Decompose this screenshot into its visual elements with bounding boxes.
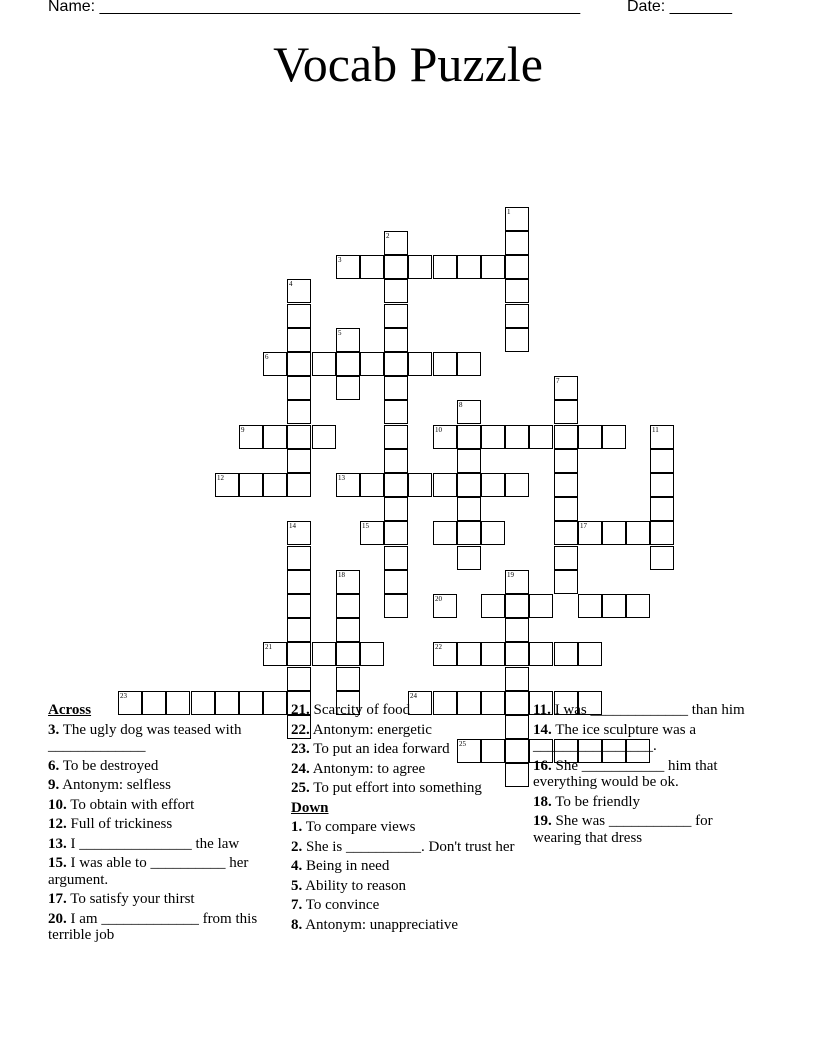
grid-cell[interactable] bbox=[287, 328, 311, 352]
grid-cell[interactable] bbox=[578, 521, 602, 545]
grid-cell[interactable] bbox=[384, 231, 408, 255]
clue-across-22: 22. Antonym: energetic bbox=[291, 721, 432, 738]
cell-number: 25 bbox=[459, 740, 466, 748]
grid-cell[interactable] bbox=[578, 642, 602, 666]
cell-number: 14 bbox=[289, 522, 296, 530]
clue-down-5: 5. Ability to reason bbox=[291, 877, 407, 894]
grid-cell[interactable] bbox=[554, 425, 578, 449]
clue-across-23: 23. To put an idea forward bbox=[291, 741, 450, 757]
cell-number: 15 bbox=[362, 522, 369, 530]
clues-column-2 bbox=[291, 702, 516, 936]
grid-cell[interactable] bbox=[505, 642, 529, 666]
clues-column-3 bbox=[533, 702, 748, 849]
grid-cell[interactable] bbox=[312, 642, 336, 666]
clue-down-11: 11. I was _____________ than him bbox=[533, 702, 745, 718]
clue-down-2: 2. She is __________. Don't trust her bbox=[291, 838, 515, 855]
cell-number: 17 bbox=[580, 522, 587, 530]
grid-cell[interactable] bbox=[650, 473, 674, 497]
cell-number: 18 bbox=[338, 571, 345, 579]
cell-number: 5 bbox=[338, 329, 342, 337]
grid-cell[interactable] bbox=[602, 425, 626, 449]
across-heading: Across bbox=[48, 702, 92, 718]
grid-cell[interactable] bbox=[529, 642, 553, 666]
grid-cell[interactable] bbox=[554, 546, 578, 570]
down-heading: Down bbox=[291, 799, 329, 816]
clue-down-16: 16. She ___________ him that everything would be ok. bbox=[533, 757, 718, 790]
grid-cell[interactable] bbox=[481, 642, 505, 666]
grid-cell[interactable] bbox=[336, 594, 360, 618]
date-field-label: Date: _______ bbox=[627, 0, 732, 15]
cell-number: 13 bbox=[338, 474, 345, 482]
clue-across-24: 24. Antonym: to agree bbox=[291, 760, 426, 777]
grid-cell[interactable] bbox=[287, 521, 311, 545]
grid-cell[interactable] bbox=[650, 449, 674, 473]
grid-cell[interactable] bbox=[384, 304, 408, 328]
grid-cell[interactable] bbox=[384, 570, 408, 594]
grid-cell[interactable] bbox=[336, 667, 360, 691]
cell-number: 19 bbox=[507, 571, 514, 579]
grid-cell[interactable] bbox=[457, 400, 481, 424]
clue-down-7: 7. To convince bbox=[291, 897, 380, 913]
grid-cell[interactable] bbox=[457, 497, 481, 521]
grid-cell[interactable] bbox=[287, 594, 311, 618]
grid-cell[interactable] bbox=[384, 473, 408, 497]
name-field-label: Name: ______________________________________________________ bbox=[48, 0, 581, 15]
grid-cell[interactable] bbox=[287, 352, 311, 376]
grid-cell[interactable] bbox=[263, 642, 287, 666]
grid-cell[interactable] bbox=[384, 328, 408, 352]
grid-cell[interactable] bbox=[263, 352, 287, 376]
grid-cell[interactable] bbox=[650, 546, 674, 570]
grid-cell[interactable] bbox=[650, 425, 674, 449]
cell-number: 24 bbox=[410, 692, 417, 700]
grid-cell[interactable] bbox=[336, 328, 360, 352]
cell-number: 6 bbox=[265, 353, 269, 361]
cell-number: 9 bbox=[241, 426, 245, 434]
clue-down-4: 4. Being in need bbox=[291, 858, 390, 874]
grid-cell[interactable] bbox=[360, 642, 384, 666]
grid-cell[interactable] bbox=[433, 642, 457, 666]
grid-cell[interactable] bbox=[384, 400, 408, 424]
grid-cell[interactable] bbox=[287, 642, 311, 666]
grid-cell[interactable] bbox=[481, 425, 505, 449]
page-title: Vocab Puzzle bbox=[273, 36, 543, 92]
clue-across-20: 20. I am _____________ from this terrible job bbox=[48, 910, 258, 943]
grid-cell[interactable] bbox=[336, 376, 360, 400]
grid-cell[interactable] bbox=[505, 473, 529, 497]
grid-cell[interactable] bbox=[457, 449, 481, 473]
grid-cell[interactable] bbox=[360, 352, 384, 376]
grid-cell[interactable] bbox=[287, 618, 311, 642]
grid-cell[interactable] bbox=[384, 449, 408, 473]
grid-cell[interactable] bbox=[505, 207, 529, 231]
grid-cell[interactable] bbox=[505, 279, 529, 303]
clue-across-6: 6. To be destroyed bbox=[48, 757, 159, 774]
grid-cell[interactable] bbox=[287, 473, 311, 497]
grid-cell[interactable] bbox=[626, 594, 650, 618]
grid-cell[interactable] bbox=[384, 376, 408, 400]
grid-cell[interactable] bbox=[457, 521, 481, 545]
grid-cell[interactable] bbox=[287, 279, 311, 303]
grid-cell[interactable] bbox=[336, 352, 360, 376]
grid-cell[interactable] bbox=[287, 449, 311, 473]
grid-cell[interactable] bbox=[360, 473, 384, 497]
grid-cell[interactable] bbox=[336, 642, 360, 666]
grid-cell[interactable] bbox=[433, 521, 457, 545]
grid-cell[interactable] bbox=[481, 521, 505, 545]
grid-cell[interactable] bbox=[384, 255, 408, 279]
clue-down-19: 19. She was ___________ for wearing that dress bbox=[533, 813, 713, 846]
cell-number: 7 bbox=[556, 377, 560, 385]
grid-cell[interactable] bbox=[384, 546, 408, 570]
grid-cell[interactable] bbox=[408, 352, 432, 376]
grid-cell[interactable] bbox=[457, 642, 481, 666]
grid-cell[interactable] bbox=[408, 473, 432, 497]
grid-cell[interactable] bbox=[481, 473, 505, 497]
grid-cell[interactable] bbox=[529, 594, 553, 618]
grid-cell[interactable] bbox=[626, 521, 650, 545]
grid-cell[interactable] bbox=[336, 570, 360, 594]
grid-cell[interactable] bbox=[384, 425, 408, 449]
grid-cell[interactable] bbox=[505, 594, 529, 618]
grid-cell[interactable] bbox=[433, 352, 457, 376]
grid-cell[interactable] bbox=[433, 255, 457, 279]
grid-cell[interactable] bbox=[457, 473, 481, 497]
grid-cell[interactable] bbox=[457, 425, 481, 449]
clue-across-25: 25. To put effort into something bbox=[291, 780, 482, 796]
grid-cell[interactable] bbox=[602, 594, 626, 618]
clue-across-9: 9. Antonym: selfless bbox=[48, 777, 171, 793]
grid-cell[interactable] bbox=[457, 255, 481, 279]
grid-cell[interactable] bbox=[650, 497, 674, 521]
grid-cell[interactable] bbox=[384, 279, 408, 303]
grid-cell[interactable] bbox=[287, 570, 311, 594]
grid-cell[interactable] bbox=[505, 425, 529, 449]
clue-across-13: 13. I _______________ the law bbox=[48, 835, 240, 852]
grid-cell[interactable] bbox=[505, 570, 529, 594]
clues-column-1 bbox=[48, 702, 273, 947]
grid-cell[interactable] bbox=[481, 594, 505, 618]
cell-number: 20 bbox=[435, 595, 442, 603]
grid-cell[interactable] bbox=[433, 594, 457, 618]
grid-cell[interactable] bbox=[312, 352, 336, 376]
grid-cell[interactable] bbox=[602, 521, 626, 545]
cell-number: 2 bbox=[386, 232, 390, 240]
grid-cell[interactable] bbox=[384, 521, 408, 545]
clue-across-17: 17. To satisfy your thirst bbox=[48, 891, 195, 907]
cell-number: 22 bbox=[435, 643, 442, 651]
cell-number: 11 bbox=[652, 426, 659, 434]
grid-cell[interactable] bbox=[336, 473, 360, 497]
grid-cell[interactable] bbox=[505, 304, 529, 328]
grid-cell[interactable] bbox=[239, 425, 263, 449]
grid-cell[interactable] bbox=[287, 425, 311, 449]
cell-number: 1 bbox=[507, 208, 511, 216]
grid-cell[interactable] bbox=[287, 667, 311, 691]
grid-cell[interactable] bbox=[529, 425, 553, 449]
grid-cell[interactable] bbox=[554, 449, 578, 473]
grid-cell[interactable] bbox=[336, 255, 360, 279]
grid-cell[interactable] bbox=[578, 425, 602, 449]
grid-cell[interactable] bbox=[384, 497, 408, 521]
clue-across-12: 12. Full of trickiness bbox=[48, 816, 173, 832]
clue-across-10: 10. To obtain with effort bbox=[48, 796, 195, 813]
grid-cell[interactable] bbox=[578, 594, 602, 618]
cell-number: 12 bbox=[217, 474, 224, 482]
grid-cell[interactable] bbox=[554, 497, 578, 521]
grid-cell[interactable] bbox=[554, 521, 578, 545]
grid-cell[interactable] bbox=[263, 473, 287, 497]
cell-number: 23 bbox=[120, 692, 127, 700]
clue-across-15: 15. I was able to __________ her argument. bbox=[48, 855, 249, 888]
grid-cell[interactable] bbox=[505, 255, 529, 279]
grid-cell[interactable] bbox=[650, 521, 674, 545]
grid-cell[interactable] bbox=[287, 400, 311, 424]
cell-number: 3 bbox=[338, 256, 342, 264]
grid-cell[interactable] bbox=[481, 255, 505, 279]
cell-number: 8 bbox=[459, 401, 463, 409]
grid-cell[interactable] bbox=[457, 546, 481, 570]
grid-cell[interactable] bbox=[384, 352, 408, 376]
grid-cell[interactable] bbox=[215, 473, 239, 497]
grid-cell[interactable] bbox=[433, 425, 457, 449]
grid-cell[interactable] bbox=[505, 667, 529, 691]
grid-cell[interactable] bbox=[287, 546, 311, 570]
clue-down-14: 14. The ice sculpture was a ________________. bbox=[533, 721, 697, 754]
grid-cell[interactable] bbox=[408, 255, 432, 279]
clue-across-21: 21. Scarcity of food bbox=[291, 702, 411, 718]
grid-cell[interactable] bbox=[554, 642, 578, 666]
grid-cell[interactable] bbox=[554, 376, 578, 400]
grid-cell[interactable] bbox=[457, 352, 481, 376]
clue-down-1: 1. To compare views bbox=[291, 819, 416, 835]
cell-number: 4 bbox=[289, 280, 293, 288]
grid-cell[interactable] bbox=[287, 376, 311, 400]
grid-cell[interactable] bbox=[287, 304, 311, 328]
grid-cell[interactable] bbox=[554, 473, 578, 497]
cell-number: 10 bbox=[435, 426, 442, 434]
grid-cell[interactable] bbox=[239, 473, 263, 497]
cell-number: 21 bbox=[265, 643, 272, 651]
grid-cell[interactable] bbox=[312, 425, 336, 449]
grid-cell[interactable] bbox=[360, 255, 384, 279]
grid-cell[interactable] bbox=[433, 473, 457, 497]
clue-down-18: 18. To be friendly bbox=[533, 793, 640, 810]
grid-cell[interactable] bbox=[360, 521, 384, 545]
grid-cell[interactable] bbox=[336, 618, 360, 642]
grid-cell[interactable] bbox=[505, 618, 529, 642]
grid-cell[interactable] bbox=[263, 425, 287, 449]
grid-cell[interactable] bbox=[384, 594, 408, 618]
grid-cell[interactable] bbox=[505, 328, 529, 352]
grid-cell[interactable] bbox=[554, 400, 578, 424]
clue-across-3: 3. The ugly dog was teased with _____________ bbox=[48, 721, 242, 754]
grid-cell[interactable] bbox=[505, 231, 529, 255]
clue-down-8: 8. Antonym: unappreciative bbox=[291, 916, 459, 933]
grid-cell[interactable] bbox=[554, 570, 578, 594]
